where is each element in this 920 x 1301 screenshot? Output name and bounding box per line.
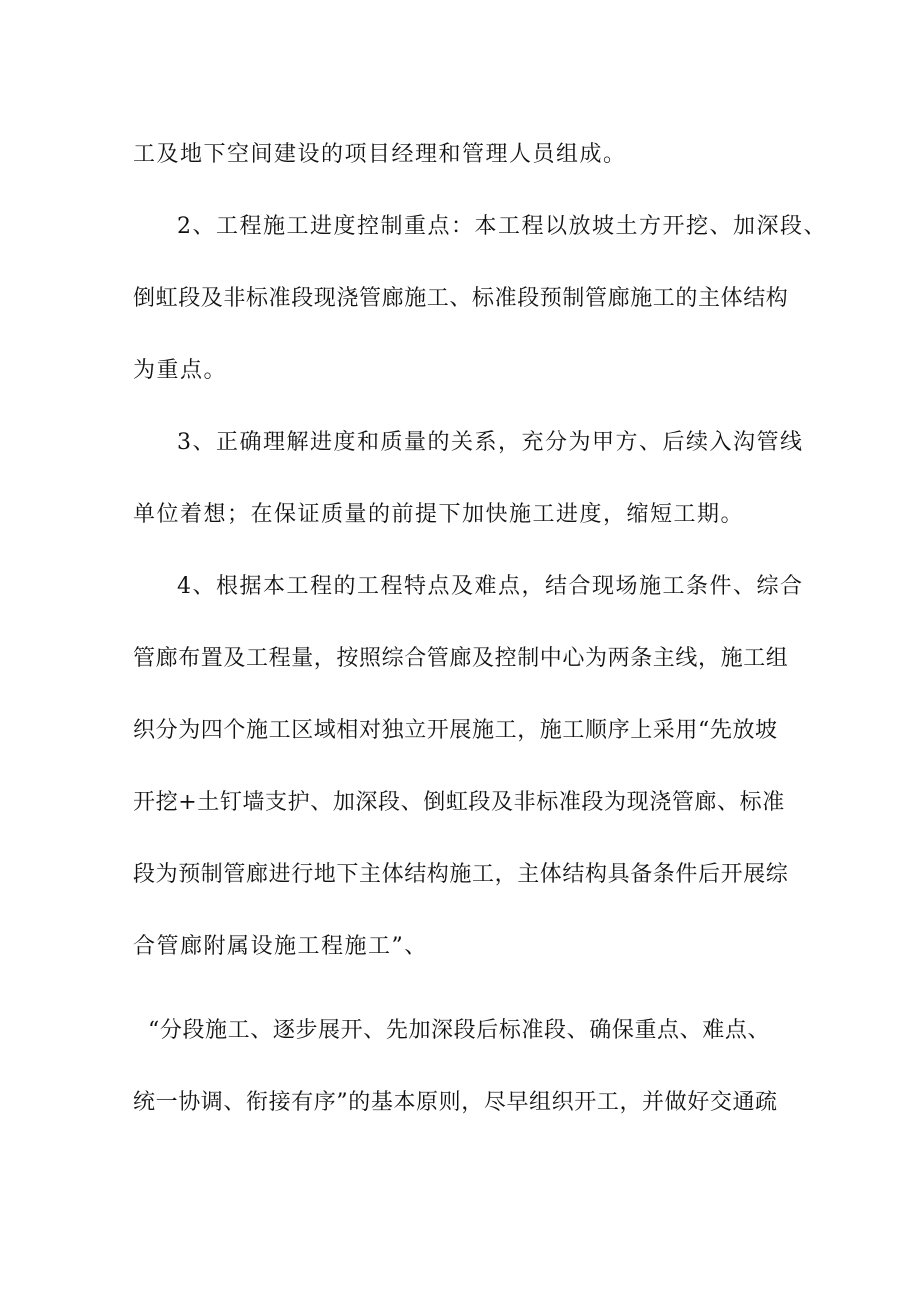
text-line-10: 开挖+土钉墙支护、加深段、倒虹段及非标准段为现浇管廊、标准 — [133, 790, 785, 815]
text-line-5: 3、正确理解进度和质量的关系，充分为甲方、后续入沟管线 — [177, 430, 804, 455]
text-line-2: 2、工程施工进度控制重点：本工程以放坡土方开挖、加深段、 — [177, 214, 827, 239]
text-line-3: 倒虹段及非标准段现浇管廊施工、标准段预制管廊施工的主体结构 — [133, 286, 789, 311]
text-line-8: 管廊布置及工程量，按照综合管廊及控制中心为两条主线，施工组 — [133, 646, 789, 671]
text-line-9: 织分为四个施工区域相对独立开展施工，施工顺序上采用“先放坡 — [133, 718, 778, 743]
text-line-14: 统一协调、衔接有序”的基本原则，尽早组织开工，并做好交通疏 — [133, 1090, 778, 1115]
text-line-13: “分段施工、逐步展开、先加深段后标准段、确保重点、难点、 — [148, 1018, 771, 1043]
text-line-6: 单位着想；在保证质量的前提下加快施工进度，缩短工期。 — [133, 502, 745, 527]
text-line-1: 工及地下空间建设的项目经理和管理人员组成。 — [133, 142, 627, 167]
text-line-7: 4、根据本工程的工程特点及难点，结合现场施工条件、综合 — [177, 574, 804, 599]
text-line-12: 合管廊附属设施工程施工”、 — [133, 934, 428, 959]
text-line-4: 为重点。 — [133, 358, 228, 383]
text-line-11: 段为预制管廊进行地下主体结构施工，主体结构具备条件后开展综 — [133, 862, 789, 887]
